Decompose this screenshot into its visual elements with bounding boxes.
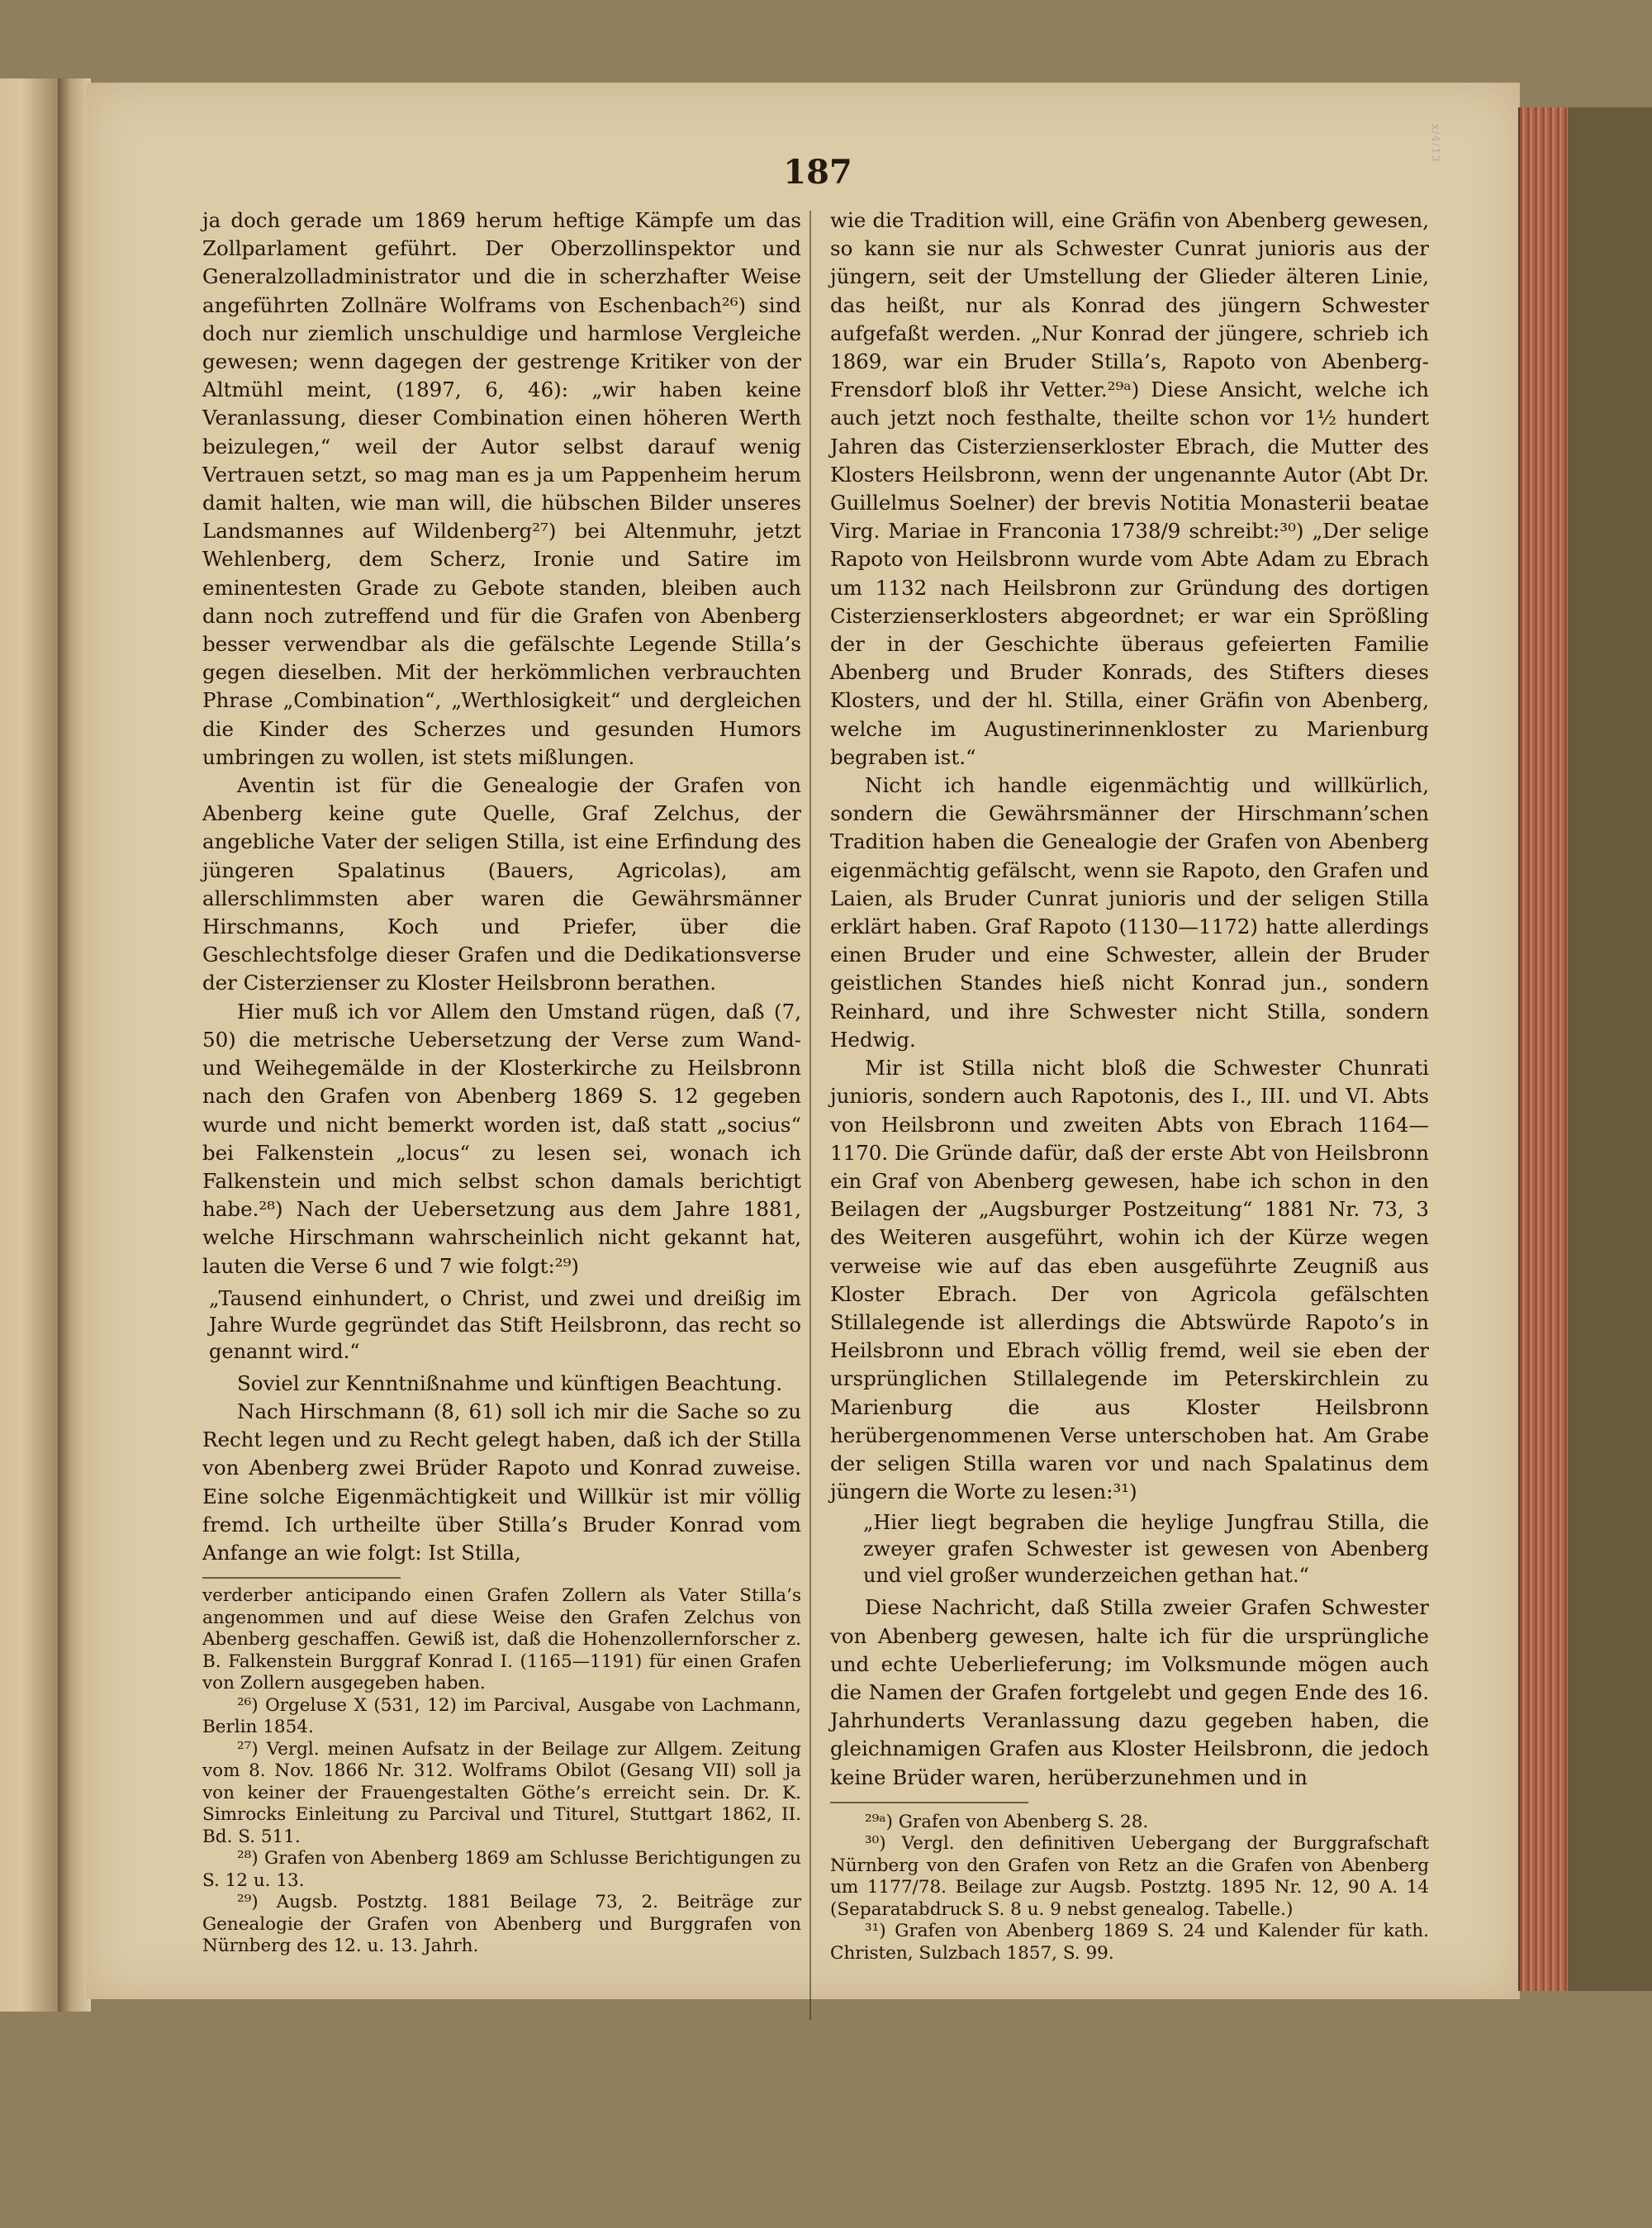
footnote-rule-left (202, 1577, 401, 1579)
page-number: 187 (783, 153, 852, 192)
footnote-28: ²⁸) Grafen von Abenberg 1869 am Schlusse Berichtigungen zu S. 12 u. 13. (202, 1848, 801, 1891)
right-footnotes (830, 1812, 1429, 1965)
footnote-29: ²⁹) Augsb. Postztg. 1881 Beilage 73, 2. Beiträge zur Genealogie der Grafen von Abenberg und Burggrafen von Nürnberg des 12. u. 13. Jahrh. (202, 1892, 801, 1957)
footnote-continued: verderber anticipando einen Grafen Zollern als Vater Stilla’s angenommen und auf diese Weise den Grafen Zelchus von Abenberg geschaffen. Gewiß ist, daß die Hohenzollernforscher z. B. Falkenstein Burggraf Konrad I. (1165—1191) für einen Grafen von Zollern ausgegeben haben. (202, 1585, 801, 1694)
footnote-30: ³⁰) Vergl. den definitiven Uebergang der Burggrafschaft Nürnberg von den Grafen von Retz an die Grafen von Abenberg um 1177/78. Beilage zur Augsb. Postztg. 1895 Nr. 12, 90 A. 14 (Separatabdruck S. 8 u. 9 nebst genealog. Tabelle.) (830, 1833, 1429, 1920)
left-paragraph-2: Aventin ist für die Genealogie der Grafen von Abenberg keine gute Quelle, Graf Zelchus, der angebliche Vater der seligen Stilla, ist eine Erfindung des jüngeren Spalatinus (Bauers, Agricolas), am allerschlimmsten aber waren die Gewährsmänner Hirschmanns, Koch und Priefer, über die Geschlechtsfolge dieser Grafen und die Dedikationsverse der Cisterzienser zu Kloster Heilsbronn berathen. (202, 773, 801, 995)
right-paragraph-3: Mir ist Stilla nicht bloß die Schwester Chunrati junioris, sondern auch Rapotonis, des I., III. und VI. Abts von Heilsbronn und zweiten Abts von Ebrach 1164—1170. Die Gründe dafür, daß der erste Abt von Heilsbronn ein Graf von Abenberg gewesen, habe ich schon in den Beilagen der „Augsburger Postzeitung“ 1881 Nr. 73, 3 des Weiteren ausgeführt, wohin ich der Kürze wegen verweise wie auf das eben ausgeführte Zeugniß aus Kloster Ebrach. Der von Agricola gefälschten Stillalegende ist allerdings die Abtswürde Rapoto’s in Heilsbronn und Ebrach völlig fremd, weil sie eben der ursprünglichen Stillalegende im Peterskirchlein zu Marienburg die aus Kloster Heilsbronn herübergenommenen Verse unterschoben hat. Am Grabe der seligen Stilla waren vor und nach Spalatinus dem jüngern die Worte zu lesen:³¹) (830, 1056, 1429, 1504)
left-paragraph-3: Hier muß ich vor Allem den Umstand rügen, daß (7, 50) die metrische Uebersetzung der Verse zum Wand- und Weihegemälde in der Klosterkirche zu Heilsbronn nach den Grafen von Abenberg 1869 S. 12 gegeben wurde und nicht bemerkt worden ist, daß statt „socius“ bei Falkenstein „locus“ zu lesen sei, wonach ich Falkenstein und mich selbst schon damals berichtigt habe.²⁸) Nach der Uebersetzung aus dem Jahre 1881, welche Hirschmann wahrscheinlich nicht gekannt hat, lauten die Verse 6 und 7 wie folgt:²⁹) (202, 999, 801, 1278)
left-column (202, 207, 801, 1958)
footnote-29a: ²⁹ᵃ) Grafen von Abenberg S. 28. (865, 1811, 1149, 1832)
left-paragraph-4: Soviel zur Kenntnißnahme und künftigen Beachtung. (237, 1371, 783, 1395)
margin-pencil-note: x/4/13 (1429, 124, 1441, 163)
footnote-27: ²⁷) Vergl. meinen Aufsatz in der Beilage zur Allgem. Zeitung vom 8. Nov. 1866 Nr. 312. Wolframs Obilot (Gesang VII) soll ja von keiner der Frauengestalten Göthe’s erreicht sein. Dr. K. Simrocks Einleitung zu Parcival und Titurel, Stuttgart 1862, II. Bd. S. 511. (202, 1738, 801, 1847)
right-verse-quote: „Hier liegt begraben die heylige Jungfrau Stilla, die zweyer grafen Schwester ist gewesen von Abenberg und viel großer wunderzeichen gethan hat.“ (863, 1511, 1429, 1588)
right-paragraph-1: wie die Tradition will, eine Gräfin von Abenberg gewesen, so kann sie nur als Schwester Cunrat junioris aus der jüngern, seit der Umstellung der Glieder älteren Linie, das heißt, nur als Konrad des jüngern Schwester aufgefaßt werden. „Nur Konrad der jüngere, schrieb ich 1869, war ein Bruder Stilla’s, Rapoto von Abenberg-Frensdorf bloß ihr Vetter.²⁹ᵃ) Diese Ansicht, welche ich auch jetzt noch festhalte, theilte schon vor 1½ hundert Jahren das Cisterzienserkloster Ebrach, die Mutter des Klosters Heilsbronn, wenn der ungenannte Autor (Abt Dr. Guillelmus Soelner) der brevis Notitia Monasterii beatae Virg. Mariae in Franconia 1738/9 schreibt:³⁰) „Der selige Rapoto von Heilsbronn wurde vom Abte Adam zu Ebrach um 1132 nach Heilsbronn zur Gründung des dortigen Cisterzienserklosters abgeordnet; er war ein Sprößling der in der Geschichte überaus gefeierten Familie Abenberg und Bruder Konrads, des Stifters dieses Klosters, und der hl. Stilla, einer Gräfin von Abenberg, welche im Augustinerinnenkloster zu Marienburg begraben ist.“ (830, 208, 1429, 769)
left-page-edge (0, 78, 60, 2012)
left-paragraph-5: Nach Hirschmann (8, 61) soll ich mir die Sache so zu Recht legen und zu Recht gelegt haben, daß ich der Stilla von Abenberg zwei Brüder Rapoto und Konrad zuweise. Eine solche Eigenmächtigkeit und Willkür ist mir völlig fremd. Ich urtheilte über Stilla’s Bruder Konrad vom Anfange an wie folgt: Ist Stilla, (202, 1399, 801, 1565)
column-divider (809, 211, 811, 2020)
left-verse-quote: „Tausend einhundert, o Christ, und zwei und dreißig im Jahre Wurde gegründet das Stift Heilsbronn, das recht so genannt wird.“ (209, 1286, 801, 1363)
right-paragraph-4: Diese Nachricht, daß Stilla zweier Grafen Schwester von Abenberg gewesen, halte ich für die ursprüngliche und echte Ueberlieferung; im Volksmunde mögen auch die Namen der Grafen fortgelebt und gegen Ende des 16. Jahrhunderts Veranlassung dazu gegeben haben, die gleichnamigen Grafen aus Kloster Heilsbronn, die jedoch keine Brüder waren, herüberzunehmen und in (830, 1595, 1429, 1789)
page-block-edge (1518, 107, 1569, 1991)
right-paragraph-2: Nicht ich handle eigenmächtig und willkürlich, sondern die Gewährsmänner der Hirschmann’schen Tradition haben die Genealogie der Grafen von Abenberg eigenmächtig gefälscht, wenn sie Rapoto, den Grafen und Laien, als Bruder Cunrat junioris und der seligen Stilla erklärt haben. Graf Rapoto (1130—1172) hatte allerdings einen Bruder und eine Schwester, allein der Bruder geistlichen Standes hieß nicht Konrad jun., sondern Reinhard, und ihre Schwester nicht Stilla, sondern Hedwig. (830, 773, 1429, 1052)
footnote-rule-right (830, 1802, 1028, 1803)
left-paragraph-1: ja doch gerade um 1869 herum heftige Kämpfe um das Zollparlament geführt. Der Oberzollinspektor und Generalzolladministrator und die in scherzhafter Weise angeführten Zollnäre Wolframs von Eschenbach²⁶) sind doch nur ziemlich unschuldige und harmlose Vergleiche gewesen; wenn dagegen der gestrenge Kritiker von der Altmühl meint, (1897, 6, 46): „wir haben keine Veranlassung, dieser Combination einen höheren Werth beizulegen,“ weil der Autor selbst darauf wenig Vertrauen setzt, so mag man es ja um Pappenheim herum damit halten, wie man will, die hübschen Bilder unseres Landsmannes auf Wildenberg²⁷) bei Altenmuhr, jetzt Wehlenberg, dem Scherz, Ironie und Satire im eminentesten Grade zu Gebote standen, bleiben auch dann noch zutreffend und für die Grafen von Abenberg besser verwendbar als die gefälschte Legende Stilla’s gegen dieselben. Mit der herkömmlichen verbrauchten Phrase „Combination“, „Werthlosigkeit“ und dergleichen die Kinder des Scherzes und gesunden Humors umbringen zu wollen, ist stets mißlungen. (202, 208, 801, 769)
footnote-26: ²⁶) Orgeluse X (531, 12) im Parcival, Ausgabe von Lachmann, Berlin 1854. (202, 1694, 801, 1738)
book-gutter (58, 78, 91, 2012)
footnote-31: ³¹) Grafen von Abenberg 1869 S. 24 und Kalender für kath. Christen, Sulzbach 1857, S. 99. (830, 1921, 1429, 1964)
left-footnotes (202, 1585, 801, 1958)
background-edge (1568, 107, 1652, 1991)
right-column (830, 207, 1429, 1964)
